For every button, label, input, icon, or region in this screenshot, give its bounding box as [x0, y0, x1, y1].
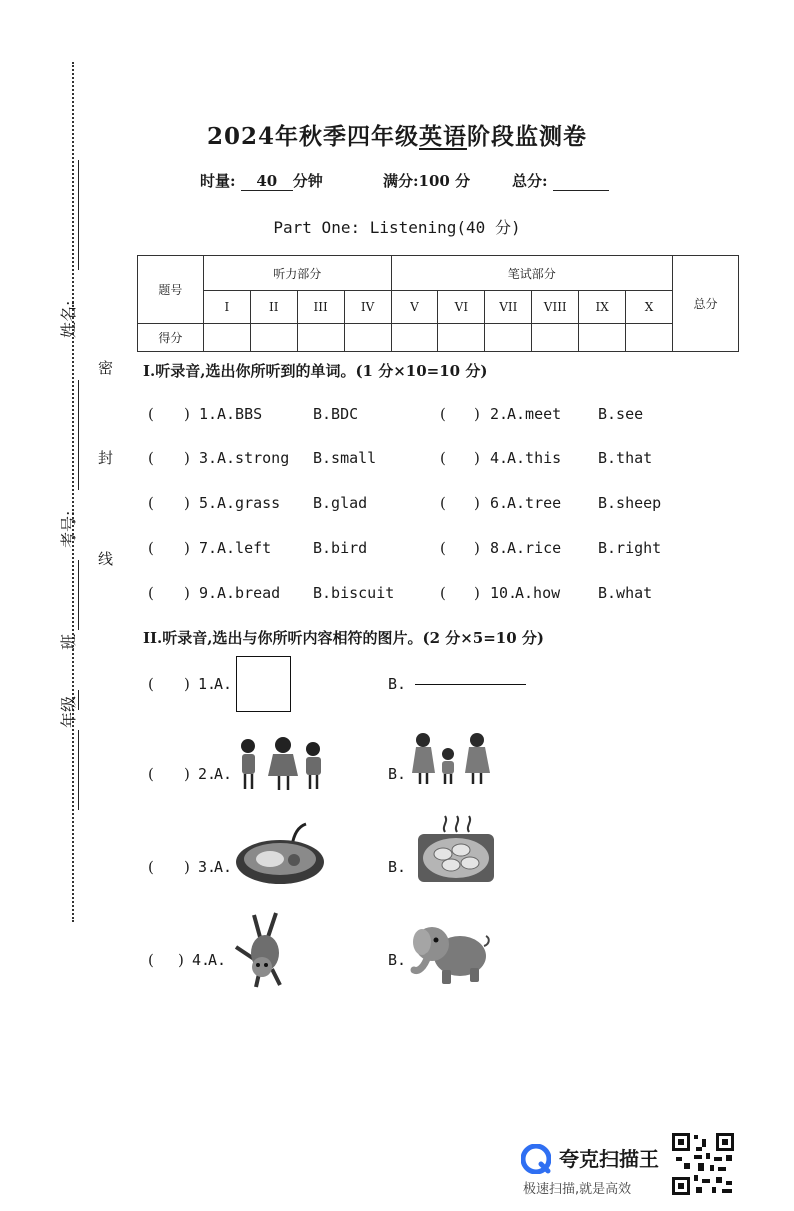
- option-a: A.BBS: [217, 405, 263, 423]
- option-b: B.biscuit: [313, 584, 395, 602]
- option-a: A.rice: [507, 539, 562, 557]
- question-number: 1.: [199, 405, 218, 423]
- numeral-x: X: [626, 291, 673, 324]
- class-label: 班: [59, 633, 78, 650]
- exam-no-label: 考号:: [59, 510, 78, 548]
- grade-blank: [78, 730, 79, 810]
- score-cell: [391, 324, 438, 352]
- option-b: B.BDC: [313, 405, 359, 423]
- option-a-label: A.: [214, 765, 233, 783]
- writing-section-header: 笔试部分: [391, 256, 673, 291]
- option-a-label: A.: [208, 951, 227, 969]
- question-number: 7.: [199, 539, 218, 557]
- line-picture: [415, 684, 526, 685]
- scanner-slogan: 极速扫描,就是高效: [523, 1182, 632, 1197]
- class-blank: [78, 560, 79, 630]
- score-cell: [344, 324, 391, 352]
- score-cell: [532, 324, 579, 352]
- option-a: A.grass: [217, 494, 281, 512]
- question-number-label: 题号: [138, 256, 204, 324]
- question-number: 10.: [490, 584, 518, 602]
- scanner-brand-name: 夸克扫描王: [559, 1147, 659, 1171]
- question-number: 3.: [198, 858, 217, 876]
- answer-paren-open[interactable]: (: [148, 858, 154, 876]
- question-number: 5.: [199, 494, 218, 512]
- exam-no-blank: [78, 380, 79, 490]
- option-a: A.left: [217, 539, 272, 557]
- total-score-field: [512, 170, 609, 191]
- numeral-v: V: [391, 291, 438, 324]
- answer-paren-close: ): [474, 539, 480, 557]
- numeral-ii: II: [250, 291, 297, 324]
- seal-char-feng: 封: [98, 449, 114, 467]
- total-label: 总分:: [512, 172, 548, 190]
- numeral-viii: VIII: [532, 291, 579, 324]
- option-a-label: A.: [214, 675, 233, 693]
- question-number: 4.: [192, 951, 211, 969]
- score-table: [137, 255, 739, 352]
- option-b: B.bird: [313, 539, 368, 557]
- total-header: 总分: [673, 256, 739, 352]
- option-b-label: B.: [388, 951, 407, 969]
- option-b: B.glad: [313, 494, 368, 512]
- score-cell: [250, 324, 297, 352]
- score-cell: [485, 324, 532, 352]
- option-b: B.that: [598, 449, 653, 467]
- name-label: 姓名:: [59, 300, 78, 338]
- answer-paren-open[interactable]: (: [440, 494, 446, 512]
- option-b: B.sheep: [598, 494, 662, 512]
- answer-paren-close: ): [184, 584, 190, 602]
- numeral-i: I: [203, 291, 250, 324]
- qr-code-icon: [672, 1133, 734, 1195]
- option-a: A.bread: [217, 584, 281, 602]
- part-one-heading: Part One: Listening(40 分): [273, 218, 521, 237]
- option-a: A.tree: [507, 494, 562, 512]
- grade-label: 年级: [59, 695, 78, 728]
- answer-paren-close: ): [474, 449, 480, 467]
- option-b: B.right: [598, 539, 662, 557]
- answer-paren-close: ): [184, 405, 190, 423]
- score-cell: [203, 324, 250, 352]
- answer-paren-close: ): [184, 765, 190, 783]
- answer-paren-close: ): [184, 675, 190, 693]
- noodle-bowl-picture: [234, 818, 326, 888]
- total-blank: [553, 172, 609, 191]
- option-a: A.how: [515, 584, 561, 602]
- answer-paren-close: ): [184, 539, 190, 557]
- time-unit: 分钟: [292, 172, 323, 190]
- answer-paren-open[interactable]: (: [148, 539, 154, 557]
- option-a-label: A.: [214, 858, 233, 876]
- question-number: 1.: [198, 675, 217, 693]
- answer-paren-open[interactable]: (: [148, 584, 154, 602]
- children-group-picture: [233, 736, 331, 792]
- answer-paren-open[interactable]: (: [148, 675, 154, 693]
- section-1-heading: I.听录音,选出你所听到的单词。(1 分×10=10 分): [143, 362, 488, 380]
- answer-paren-open[interactable]: (: [148, 765, 154, 783]
- listening-section-header: 听力部分: [203, 256, 391, 291]
- answer-paren-close: ): [184, 858, 190, 876]
- time-value: 40: [241, 172, 293, 191]
- time-label: 时量:: [200, 172, 236, 190]
- answer-paren-open[interactable]: (: [148, 951, 154, 969]
- page-title: [0, 118, 794, 151]
- option-a: A.meet: [507, 405, 562, 423]
- answer-paren-open[interactable]: (: [440, 449, 446, 467]
- question-number: 9.: [199, 584, 218, 602]
- title-subject: 英语: [419, 123, 467, 150]
- numeral-iv: IV: [344, 291, 391, 324]
- answer-paren-close: ): [474, 405, 480, 423]
- option-b: B.see: [598, 405, 644, 423]
- answer-paren-close: ): [474, 584, 480, 602]
- numeral-iii: III: [297, 291, 344, 324]
- option-b: B.small: [313, 449, 377, 467]
- time-info: [200, 170, 323, 191]
- question-number: 6.: [490, 494, 509, 512]
- seal-char-mi: 密: [98, 359, 114, 377]
- score-cell: [579, 324, 626, 352]
- question-number: 3.: [199, 449, 218, 467]
- seal-char-xian: 线: [98, 550, 114, 568]
- answer-paren-close: ): [184, 449, 190, 467]
- numeral-vi: VI: [438, 291, 485, 324]
- binding-dotted-line: [72, 62, 74, 922]
- question-number: 2.: [490, 405, 509, 423]
- option-a: A.this: [507, 449, 562, 467]
- answer-paren-close: ): [474, 494, 480, 512]
- score-cell: [626, 324, 673, 352]
- section-2-heading: II.听录音,选出与你所听内容相符的图片。(2 分×5=10 分): [143, 629, 545, 647]
- family-picture: [410, 732, 496, 786]
- title-suffix: 阶段监测卷: [467, 123, 587, 150]
- numeral-ix: IX: [579, 291, 626, 324]
- full-score: 满分:100 分: [383, 172, 471, 190]
- monkey-picture: [232, 907, 292, 989]
- question-number: 4.: [490, 449, 509, 467]
- answer-paren-open[interactable]: (: [148, 449, 154, 467]
- answer-paren-open[interactable]: (: [440, 539, 446, 557]
- option-b-label: B.: [388, 765, 407, 783]
- answer-paren-close: ): [184, 494, 190, 512]
- option-b-label: B.: [388, 675, 407, 693]
- numeral-vii: VII: [485, 291, 532, 324]
- scanner-logo-icon: [521, 1144, 551, 1174]
- dumplings-plate-picture: [415, 810, 497, 884]
- option-b-label: B.: [388, 858, 407, 876]
- score-cell: [297, 324, 344, 352]
- option-a: A.strong: [217, 449, 290, 467]
- question-number: 2.: [198, 765, 217, 783]
- answer-paren-open[interactable]: (: [148, 405, 154, 423]
- answer-paren-open[interactable]: (: [440, 584, 446, 602]
- answer-paren-open[interactable]: (: [148, 494, 154, 512]
- answer-paren-open[interactable]: (: [440, 405, 446, 423]
- elephant-picture: [408, 918, 492, 986]
- question-number: 8.: [490, 539, 509, 557]
- square-picture: [236, 656, 291, 712]
- answer-paren-close: ): [178, 951, 184, 969]
- score-cell: [438, 324, 485, 352]
- title-prefix: 2024年秋季四年级: [206, 123, 419, 150]
- score-row-label: 得分: [138, 324, 204, 352]
- option-b: B.what: [598, 584, 653, 602]
